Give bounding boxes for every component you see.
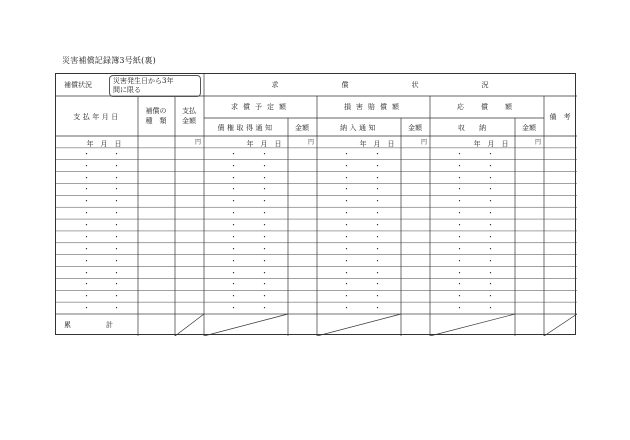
date-dot: ・: [113, 221, 120, 229]
date-dot: ・: [487, 256, 494, 265]
date-dot: ・: [487, 149, 494, 158]
date-dot: ・: [487, 197, 494, 206]
date-dot: ・: [83, 209, 90, 218]
date-dot: ・: [374, 244, 381, 253]
date-dot: ・: [343, 221, 350, 229]
date-dot: ・: [374, 256, 381, 265]
date-dot: ・: [343, 197, 350, 206]
claim-notice-date-placeholder: 年 月 日: [246, 140, 282, 148]
date-dot: ・: [113, 232, 120, 241]
total-diagonal: [430, 314, 515, 336]
date-dot: ・: [487, 209, 494, 218]
date-dot: ・: [343, 161, 350, 170]
date-dot: ・: [113, 173, 120, 182]
date-dot: ・: [374, 292, 381, 301]
date-dot: ・: [343, 268, 350, 277]
date-dot: ・: [230, 280, 237, 289]
date-dot: ・: [261, 161, 268, 170]
status-note-line2: 間に限る: [113, 86, 141, 94]
date-dot: ・: [113, 197, 120, 206]
damage-amount-header: 金額: [408, 124, 422, 132]
date-dot: ・: [261, 149, 268, 158]
date-dot: ・: [113, 149, 120, 158]
date-dot: ・: [83, 244, 90, 253]
date-dot: ・: [261, 292, 268, 301]
remarks-header: 備 考: [549, 113, 571, 121]
date-dot: ・: [113, 161, 120, 170]
date-dot: ・: [343, 256, 350, 265]
date-dot: ・: [487, 221, 494, 229]
date-dot: ・: [261, 221, 268, 229]
date-dot: ・: [456, 149, 463, 158]
payment-date-header: 支払年月日: [73, 113, 121, 121]
date-dot: ・: [487, 304, 494, 313]
claim-amount-yen-unit: 円: [308, 139, 315, 146]
date-dot: ・: [456, 256, 463, 265]
date-dot: ・: [113, 268, 120, 277]
date-dot: ・: [456, 280, 463, 289]
date-dot: ・: [83, 304, 90, 313]
date-dot: ・: [83, 280, 90, 289]
date-dot: ・: [343, 209, 350, 218]
date-dot: ・: [230, 221, 237, 229]
date-dot: ・: [456, 173, 463, 182]
date-dot: ・: [487, 292, 494, 301]
date-dot: ・: [83, 221, 90, 229]
date-dot: ・: [113, 209, 120, 218]
date-dot: ・: [343, 185, 350, 194]
date-dot: ・: [230, 244, 237, 253]
date-dot: ・: [261, 197, 268, 206]
date-dot: ・: [261, 209, 268, 218]
date-dot: ・: [456, 161, 463, 170]
damage-amount-yen-unit: 円: [421, 139, 428, 146]
compensation-type-header-line1: 補償の: [145, 107, 167, 115]
settlement-amount-yen-unit: 円: [535, 139, 542, 146]
date-dot: ・: [456, 209, 463, 218]
date-dot: ・: [487, 280, 494, 289]
date-dot: ・: [456, 244, 463, 253]
date-dot: ・: [261, 256, 268, 265]
claim-status-header: 求 償 状 況: [271, 81, 517, 89]
table-grid: [56, 74, 577, 336]
date-dot: ・: [113, 244, 120, 253]
date-dot: ・: [261, 268, 268, 277]
settlement-amount-header: 金額: [522, 124, 536, 132]
date-dot: ・: [343, 304, 350, 313]
date-dot: ・: [487, 185, 494, 194]
paid-amount-header-line2: 金額: [182, 117, 196, 125]
claim-planned-header: 求償予定額: [231, 103, 291, 111]
receipt-header: 収 納: [458, 124, 486, 132]
date-dot: ・: [113, 304, 120, 313]
date-dot: ・: [374, 304, 381, 313]
date-dot: ・: [374, 209, 381, 218]
payment-notice-date-placeholder: 年 月 日: [359, 140, 395, 148]
date-dot: ・: [230, 161, 237, 170]
date-dot: ・: [343, 173, 350, 182]
date-dot: ・: [487, 173, 494, 182]
date-dot: ・: [343, 149, 350, 158]
date-dot: ・: [230, 268, 237, 277]
date-dot: ・: [456, 221, 463, 229]
status-note-line1: 災害発生日から3年: [113, 77, 174, 85]
date-dot: ・: [374, 280, 381, 289]
date-dot: ・: [374, 232, 381, 241]
date-dot: ・: [456, 304, 463, 313]
date-dot: ・: [261, 280, 268, 289]
date-dot: ・: [487, 161, 494, 170]
date-dot: ・: [261, 304, 268, 313]
date-dot: ・: [113, 185, 120, 194]
date-dot: ・: [230, 209, 237, 218]
document-title: 災害補償記録簿3号紙(裏): [62, 56, 156, 65]
date-dot: ・: [83, 173, 90, 182]
date-dot: ・: [343, 292, 350, 301]
date-dot: ・: [343, 244, 350, 253]
date-dot: ・: [83, 149, 90, 158]
date-dot: ・: [456, 197, 463, 206]
date-dot: ・: [83, 232, 90, 241]
date-dot: ・: [487, 232, 494, 241]
date-dot: ・: [230, 173, 237, 182]
claim-notice-header: 債権取得通知: [217, 124, 275, 132]
payment-notice-header: 納入通知: [340, 124, 378, 132]
date-dot: ・: [374, 185, 381, 194]
total-diagonal: [175, 314, 204, 336]
paid-amount-yen-unit: 円: [195, 139, 202, 146]
date-dot: ・: [83, 256, 90, 265]
claim-amount-header: 金額: [295, 124, 309, 132]
date-dot: ・: [374, 161, 381, 170]
date-dot: ・: [83, 161, 90, 170]
date-dot: ・: [230, 197, 237, 206]
total-diagonal: [204, 314, 288, 336]
date-dot: ・: [487, 268, 494, 277]
compensation-type-header-line2: 種 類: [145, 117, 167, 125]
date-dot: ・: [113, 280, 120, 289]
total-diagonal: [544, 314, 577, 336]
date-dot: ・: [456, 232, 463, 241]
date-dot: ・: [261, 173, 268, 182]
date-dot: ・: [374, 173, 381, 182]
date-dot: ・: [113, 256, 120, 265]
date-dot: ・: [456, 185, 463, 194]
paid-amount-header-line1: 支払: [182, 107, 196, 115]
receipt-date-placeholder: 年 月 日: [473, 140, 509, 148]
date-dot: ・: [456, 292, 463, 301]
date-dot: ・: [374, 221, 381, 229]
date-dot: ・: [456, 268, 463, 277]
date-dot: ・: [83, 292, 90, 301]
date-dot: ・: [230, 256, 237, 265]
date-dot: ・: [374, 268, 381, 277]
date-dot: ・: [230, 304, 237, 313]
status-label: 補償状況: [64, 81, 92, 89]
date-dot: ・: [83, 185, 90, 194]
compensation-ledger-table: [55, 73, 576, 335]
date-dot: ・: [261, 232, 268, 241]
total-label: 累 計: [64, 321, 113, 329]
date-dot: ・: [230, 149, 237, 158]
date-dot: ・: [83, 197, 90, 206]
date-dot: ・: [261, 185, 268, 194]
date-dot: ・: [230, 292, 237, 301]
date-dot: ・: [113, 292, 120, 301]
date-dot: ・: [261, 244, 268, 253]
damage-compensation-header: 損害賠償額: [344, 103, 404, 111]
date-dot: ・: [230, 232, 237, 241]
date-dot: ・: [374, 197, 381, 206]
date-dot: ・: [487, 244, 494, 253]
date-dot: ・: [343, 232, 350, 241]
payment-date-placeholder: 年 月 日: [86, 140, 122, 148]
total-diagonal: [317, 314, 401, 336]
date-dot: ・: [83, 268, 90, 277]
date-dot: ・: [343, 280, 350, 289]
date-dot: ・: [374, 149, 381, 158]
date-dot: ・: [230, 185, 237, 194]
settlement-header: 応 償 額: [457, 103, 517, 111]
